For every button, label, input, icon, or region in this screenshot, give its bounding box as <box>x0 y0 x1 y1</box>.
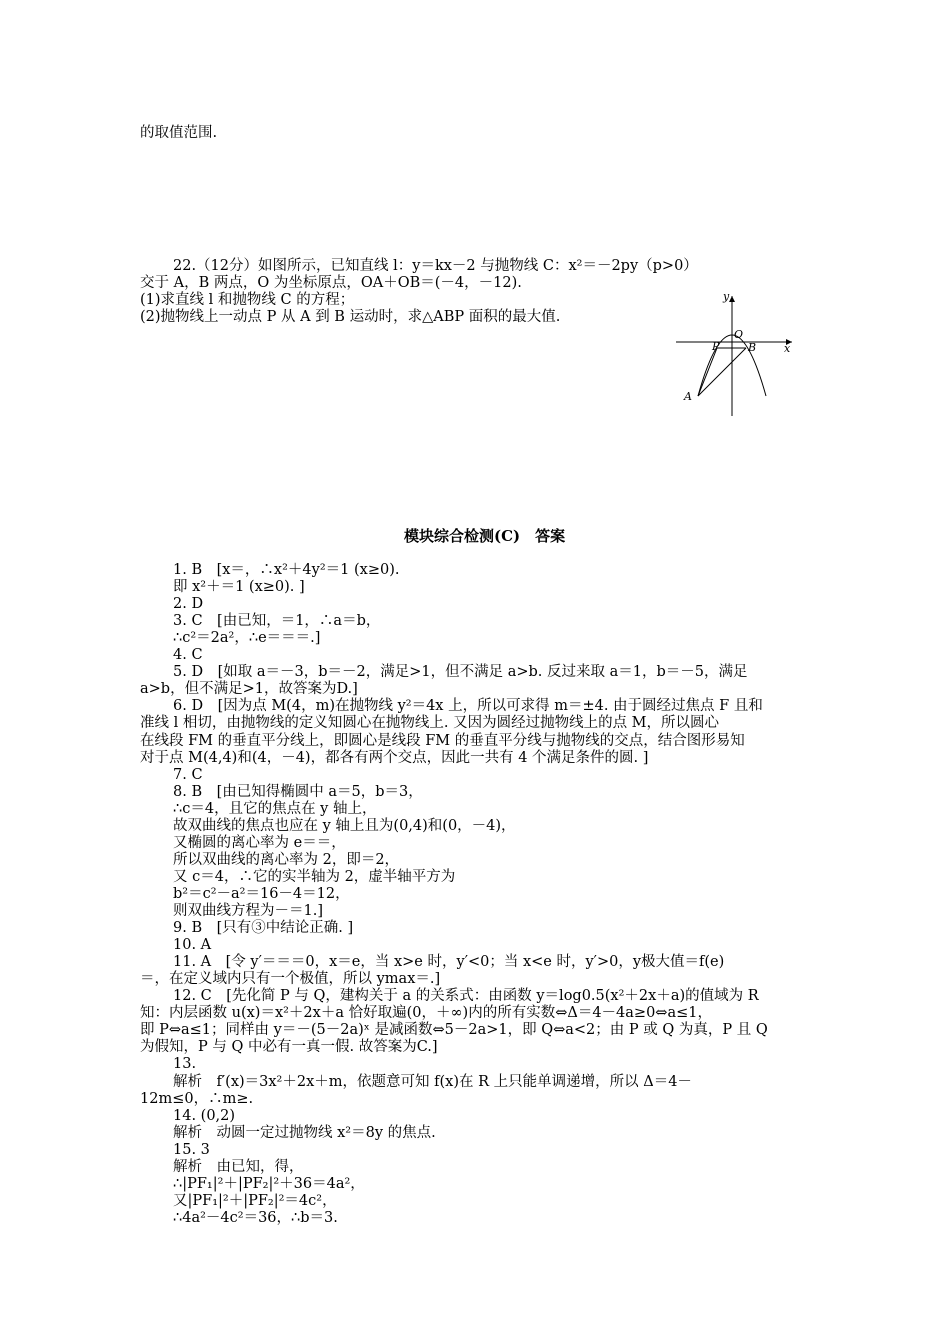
problem-22-line: 22.（12分）如图所示，已知直线 l：y＝kx－2 与抛物线 C：x²＝－2py（p>0） <box>173 258 698 274</box>
answer-line: 9. B [只有③中结论正确. ] <box>173 920 354 937</box>
answer-line: b²＝c²－a²＝16－4＝12， <box>173 885 350 902</box>
answer-line: 故双曲线的焦点也应在 y 轴上且为(0,4)和(0，－4)， <box>173 817 516 834</box>
answer-line: 7. C <box>173 766 203 783</box>
answer-line: 为假知，P 与 Q 中必有一真一假. 故答案为C.] <box>140 1039 438 1056</box>
answer-line: 5. D [如取 a＝－3，b＝－2，满足>1，但不满足 a>b. 反过来取 a＝1，b＝－5，满足 <box>173 664 748 681</box>
answer-line: 即 x²＋＝1 (x≥0). ] <box>173 579 305 596</box>
answer-line: 即 P⇔a≤1；同样由 y＝－(5－2a)ˣ 是减函数⇔5－2a>1，即 Q⇔a<2；由 P 或 Q 为真，P 且 Q <box>140 1022 768 1039</box>
answer-line: 2. D <box>173 596 204 613</box>
prev-question-tail: 的取值范围. <box>140 125 218 141</box>
problem-22-line: (1)求直线 l 和抛物线 C 的方程； <box>140 292 355 308</box>
answer-line: 准线 l 相切，由抛物线的定义知圆心在抛物线上. 又因为圆经过抛物线上的点 M，所以圆心 <box>140 715 720 732</box>
problem-22-line: (2)抛物线上一动点 P 从 A 到 B 运动时，求△ABP 面积的最大值. <box>140 309 561 325</box>
answer-line: 11. A [令 y′＝＝＝0，x＝e，当 x>e 时，y′<0；当 x<e 时，y′>0，y极大值＝f(e) <box>173 954 725 971</box>
label-p: P <box>712 340 720 353</box>
answer-line: ∴|PF₁|²＋|PF₂|²＋36＝4a²， <box>173 1175 365 1192</box>
answer-line: 8. B [由已知得椭圆中 a＝5，b＝3， <box>173 783 423 800</box>
problem-22-line: 交于 A，B 两点，O 为坐标原点，OA＋OB＝(－4，－12). <box>140 275 522 291</box>
answer-line: 解析 f′(x)＝3x²＋2x＋m，依题意可知 f(x)在 R 上只能单调递增，所以 Δ＝4－ <box>173 1073 692 1090</box>
answer-line: 15. 3 <box>173 1141 210 1158</box>
answer-line: 又椭圆的离心率为 e＝＝， <box>173 834 346 851</box>
answer-line: 所以双曲线的离心率为 2，即＝2， <box>173 851 400 868</box>
answer-line: ＝，在定义域内只有一个极值，所以 ymax＝.] <box>140 971 441 988</box>
answer-line: 对于点 M(4,4)和(4，－4)，都各有两个交点，因此一共有 4 个满足条件的圆. ] <box>140 749 649 766</box>
answer-line: ∴c²＝2a²，∴e＝＝＝.] <box>173 630 321 647</box>
answer-line: ∴c＝4，且它的焦点在 y 轴上， <box>173 800 377 817</box>
label-b: B <box>748 341 757 354</box>
answer-line: 知：内层函数 u(x)＝x²＋2x＋a 恰好取遍(0，＋∞)内的所有实数⇔Δ＝4－4a≥0⇔a≤1， <box>140 1005 712 1022</box>
answer-line: 解析 动圆一定过抛物线 x²＝8y 的焦点. <box>173 1124 436 1141</box>
answer-line: 在线段 FM 的垂直平分线上，即圆心是线段 FM 的垂直平分线与抛物线的交点，结合图形易知 <box>140 732 745 749</box>
answer-line: 12m≤0，∴m≥. <box>140 1090 254 1107</box>
answer-line: 则双曲线方程为－＝1.] <box>173 903 323 919</box>
answer-line: 3. C [由已知，＝1，∴a＝b， <box>173 613 381 630</box>
answer-line: 14. (0,2) <box>173 1107 236 1124</box>
answer-line: 4. C <box>173 647 203 664</box>
answer-line: 10. A <box>173 937 212 954</box>
label-y: y <box>723 290 730 303</box>
label-a: A <box>684 390 692 403</box>
segment-ap <box>698 348 717 396</box>
answer-line: 6. D [因为点 M(4，m)在抛物线 y²＝4x 上，所以可求得 m＝±4. 由于圆经过焦点 F 且和 <box>173 698 763 715</box>
label-o: O <box>734 328 744 341</box>
y-axis-arrow <box>729 296 735 302</box>
answer-line: ∴4a²－4c²＝36，∴b＝3. <box>173 1209 338 1226</box>
answer-line: 13. <box>173 1056 197 1073</box>
parabola-figure <box>672 288 802 418</box>
label-x: x <box>784 342 791 355</box>
answer-line: a>b，但不满足>1，故答案为D.] <box>140 681 358 698</box>
answer-line: 解析 由已知，得， <box>173 1158 304 1175</box>
answer-line: 又|PF₁|²＋|PF₂|²＝4c²， <box>173 1192 337 1209</box>
answer-line: 1. B [x＝，∴x²＋4y²＝1 (x≥0). <box>173 562 400 578</box>
answers-title: 模块综合检测(C) 答案 <box>404 527 566 545</box>
answer-line: 又 c＝4，∴它的实半轴为 2，虚半轴平方为 <box>173 868 456 885</box>
answer-line: 12. C [先化简 P 与 Q，建构关于 a 的关系式：由函数 y＝log0.5(x²＋2x＋a)的值域为 R <box>173 988 759 1005</box>
